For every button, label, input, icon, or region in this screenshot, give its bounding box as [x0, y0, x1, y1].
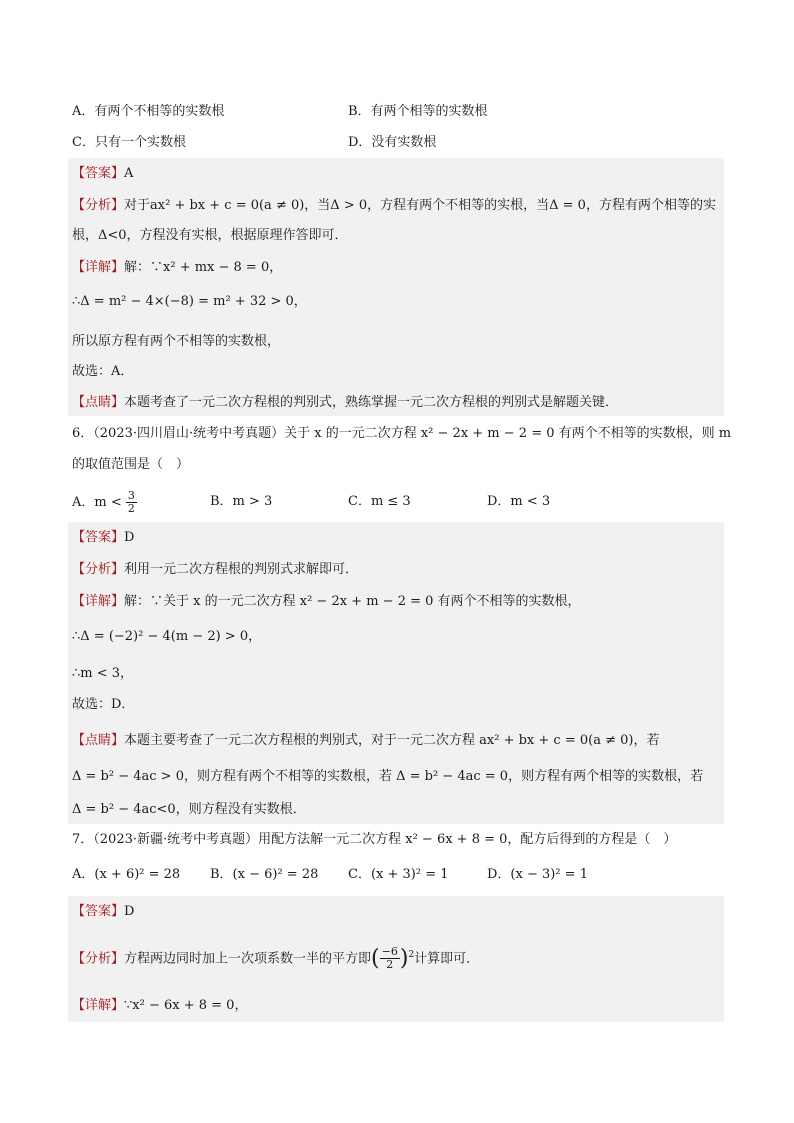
q5-answer — [72, 164, 133, 184]
comment-text: 本题考查了一元二次方程根的判别式，熟练掌握一元二次方程根的判别式是解题关键． — [124, 395, 619, 410]
q5-detail-line3: 所以原方程有两个不相等的实数根， — [72, 334, 281, 349]
answer-tag: 【答案】 — [72, 904, 125, 919]
analysis-tag: 【分析】 — [72, 198, 125, 213]
fraction-numerator: −6 — [381, 945, 398, 959]
detail-text-line1: 解：∵x² + mx − 8 = 0， — [124, 260, 283, 275]
detail-text-line1: ∵x² − 6x + 8 = 0， — [124, 998, 248, 1013]
comment-tag: 【点睛】 — [72, 733, 125, 748]
analysis-text-line1: 对于ax² + bx + c = 0(a ≠ 0)，当Δ > 0，方程有两个不相等的实根，当Δ = 0，方程有两个相等的实 — [124, 198, 716, 213]
q7-detail — [72, 996, 247, 1016]
q5-detail — [72, 258, 282, 278]
q6-answer — [72, 528, 134, 548]
q6-detail-line3: ∴m < 3， — [72, 666, 134, 681]
exponent: 2 — [408, 950, 415, 960]
q5-option-c: C．只有一个实数根 — [72, 135, 186, 150]
q7-stem: 7．（2023·新疆·统考中考真题）用配方法解一元二次方程 x² − 6x + 8 = 0，配方后得到的方程是（ ） — [72, 832, 677, 847]
q5-option-d: D．没有实数根 — [348, 135, 437, 150]
q7-analysis — [72, 945, 479, 971]
answer-value: D — [124, 904, 135, 919]
q6-option-a — [72, 490, 137, 515]
analysis-text-pre: 方程两边同时加上一次项系数一半的平方即 — [124, 951, 372, 967]
detail-text-line1: 解：∵关于 x 的一元二次方程 x² − 2x + m − 2 = 0 有两个不相等的实数根， — [124, 594, 581, 609]
q5-analysis — [72, 196, 716, 216]
comment-tag: 【点睛】 — [72, 395, 125, 410]
analysis-tag: 【分析】 — [72, 562, 125, 577]
q7-option-b: B．(x − 6)² = 28 — [210, 867, 319, 882]
fraction-numerator: 3 — [127, 489, 135, 502]
q6-option-b: B．m > 3 — [210, 494, 273, 509]
q5-comment — [72, 393, 618, 413]
q5-option-a: A．有两个不相等的实数根 — [72, 104, 225, 119]
detail-tag: 【详解】 — [72, 594, 125, 609]
analysis-text-post: 计算即可． — [414, 951, 480, 967]
analysis-tag: 【分析】 — [72, 951, 125, 967]
detail-tag: 【详解】 — [72, 998, 125, 1013]
q6-detail — [72, 592, 581, 612]
q7-option-a: A．(x + 6)² = 28 — [72, 867, 181, 882]
q6-option-d: D．m < 3 — [487, 494, 551, 509]
q7-option-c: C．(x + 3)² = 1 — [348, 867, 449, 882]
q6-analysis — [72, 560, 358, 580]
left-paren: ( — [371, 945, 380, 971]
q6-detail-line4: 故选：D． — [72, 697, 135, 712]
answer-value: A — [124, 166, 134, 181]
analysis-text: 利用一元二次方程根的判别式求解即可． — [124, 562, 359, 577]
q6-comment — [72, 731, 659, 751]
q6-comment-line3: Δ = b² − 4ac<0，则方程没有实数根． — [72, 802, 306, 817]
q5-option-b: B．有两个相等的实数根 — [348, 104, 488, 119]
answer-tag: 【答案】 — [72, 166, 125, 181]
detail-tag: 【详解】 — [72, 260, 125, 275]
q6-stem-line2: 的取值范围是（ ） — [72, 457, 190, 472]
q7-option-d: D．(x − 3)² = 1 — [487, 867, 588, 882]
q6-detail-line2: ∴Δ = (−2)² − 4(m − 2) > 0， — [72, 629, 262, 644]
fraction-denominator: 2 — [386, 958, 394, 972]
fraction-neg6-over-2 — [380, 946, 400, 971]
comment-text-line1: 本题主要考查了一元二次方程根的判别式，对于一元二次方程 ax² + bx + c = 0(a ≠ 0)，若 — [124, 733, 660, 748]
answer-value: D — [124, 530, 135, 545]
fraction-denominator: 2 — [127, 502, 135, 515]
q6-comment-line2: Δ = b² − 4ac > 0，则方程有两个不相等的实数根，若 Δ = b² − 4ac = 0，则方程有两个相等的实数根，若 — [72, 769, 704, 784]
q5-detail-line4: 故选：A． — [72, 364, 134, 379]
q6-option-c: C．m ≤ 3 — [348, 494, 411, 509]
q7-answer — [72, 902, 134, 922]
fraction-three-halves — [126, 490, 137, 515]
q5-analysis-line2: 根，Δ<0，方程没有实根，根据原理作答即可． — [72, 228, 348, 243]
answer-tag: 【答案】 — [72, 530, 125, 545]
q6-stem-line1: 6．（2023·四川眉山·统考中考真题）关于 x 的一元二次方程 x² − 2x + m − 2 = 0 有两个不相等的实数根，则 m — [72, 426, 732, 441]
option-a-prefix: A．m < — [72, 495, 122, 510]
right-paren: ) — [399, 945, 409, 971]
q5-detail-line2: ∴Δ = m² − 4×(−8) = m² + 32 > 0， — [72, 294, 307, 309]
